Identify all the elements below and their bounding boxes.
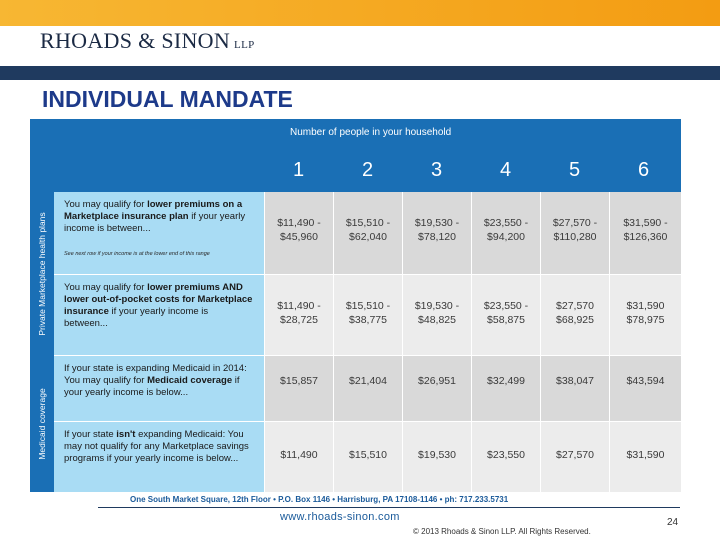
table-row xyxy=(54,274,681,355)
footer-address: One South Market Square, 12th Floor • P.O. Box 1146 • Harrisburg, PA 17108-1146 • ph: 717.233.5731 xyxy=(130,495,509,504)
table-cell: $19,530 - $48,825 xyxy=(402,275,471,355)
footer-copyright: © 2013 Rhoads & Sinon LLP. All Rights Reserved. xyxy=(413,527,591,536)
table-header-label: Number of people in your household xyxy=(290,127,452,138)
row-footnote: See next row if your income is at the lower end of this range xyxy=(64,250,210,257)
table-cell: $27,570 $68,925 xyxy=(540,275,609,355)
table-cell: $32,499 xyxy=(471,356,540,421)
section-label-text: Medicaid coverage xyxy=(37,387,47,460)
row-description: If your state is expanding Medicaid in 2014: You may qualify for Medicaid coverage if your yearly income is below... xyxy=(54,356,264,421)
table-cell: $11,490 xyxy=(264,422,333,492)
table-cell: $43,594 xyxy=(609,356,681,421)
row-description: If your state isn't expanding Medicaid: You may not qualify for any Marketplace savings programs if your yearly income is below... xyxy=(54,422,264,492)
table-cell: $27,570 xyxy=(540,422,609,492)
table-cell: $11,490 - $45,960 xyxy=(264,192,333,274)
section-label-text: Private Marketplace health plans xyxy=(37,211,47,336)
table-cell: $19,530 xyxy=(402,422,471,492)
table-cell: $27,570 - $110,280 xyxy=(540,192,609,274)
column-header: 1 xyxy=(292,159,305,181)
table-cell: $19,530 - $78,120 xyxy=(402,192,471,274)
table-cell: $15,510 - $62,040 xyxy=(333,192,402,274)
table-cell: $15,510 xyxy=(333,422,402,492)
slide-title: INDIVIDUAL MANDATE xyxy=(42,86,293,112)
table-cell: $21,404 xyxy=(333,356,402,421)
column-header: 5 xyxy=(568,159,581,181)
section-label-private xyxy=(30,192,54,355)
column-header: 3 xyxy=(430,159,443,181)
table-cell: $23,550 - $94,200 xyxy=(471,192,540,274)
logo-suffix: LLP xyxy=(234,39,255,51)
firm-logo xyxy=(40,28,255,54)
top-accent-bar xyxy=(0,0,720,26)
table-row xyxy=(54,192,681,274)
logo-name-part1: RHOADS xyxy=(40,28,133,53)
table-cell: $31,590 xyxy=(609,422,681,492)
table-row xyxy=(54,421,681,492)
table-cell: $23,550 - $58,875 xyxy=(471,275,540,355)
table-cell: $26,951 xyxy=(402,356,471,421)
table-header xyxy=(30,119,681,147)
column-header: 6 xyxy=(637,159,650,181)
row-description: You may qualify for lower premiums on a Marketplace insurance plan if your yearly income is between... See next row if your income is at the lower end of this range xyxy=(54,192,264,274)
table-cell: $38,047 xyxy=(540,356,609,421)
column-header: 4 xyxy=(499,159,512,181)
logo-name-part2: SINON xyxy=(161,28,231,53)
table-row xyxy=(54,355,681,421)
logo-ampersand: & xyxy=(138,28,156,53)
footer-website[interactable]: www.rhoads-sinon.com xyxy=(280,511,400,523)
table-cell: $15,510 - $38,775 xyxy=(333,275,402,355)
table-cell: $23,550 xyxy=(471,422,540,492)
table-cell: $31,590 - $126,360 xyxy=(609,192,681,274)
income-table xyxy=(30,119,681,492)
footer-divider xyxy=(98,507,680,508)
column-header: 2 xyxy=(361,159,374,181)
table-cell: $31,590 $78,975 xyxy=(609,275,681,355)
header-divider-bar xyxy=(0,66,720,80)
page-number: 24 xyxy=(667,517,679,528)
table-cell: $11,490 - $28,725 xyxy=(264,275,333,355)
row-description: You may qualify for lower premiums AND lower out-of-pocket costs for Marketplace insurance if your yearly income is between... xyxy=(54,275,264,355)
section-label-medicaid xyxy=(30,355,54,492)
table-cell: $15,857 xyxy=(264,356,333,421)
household-size-header-row xyxy=(30,147,681,192)
